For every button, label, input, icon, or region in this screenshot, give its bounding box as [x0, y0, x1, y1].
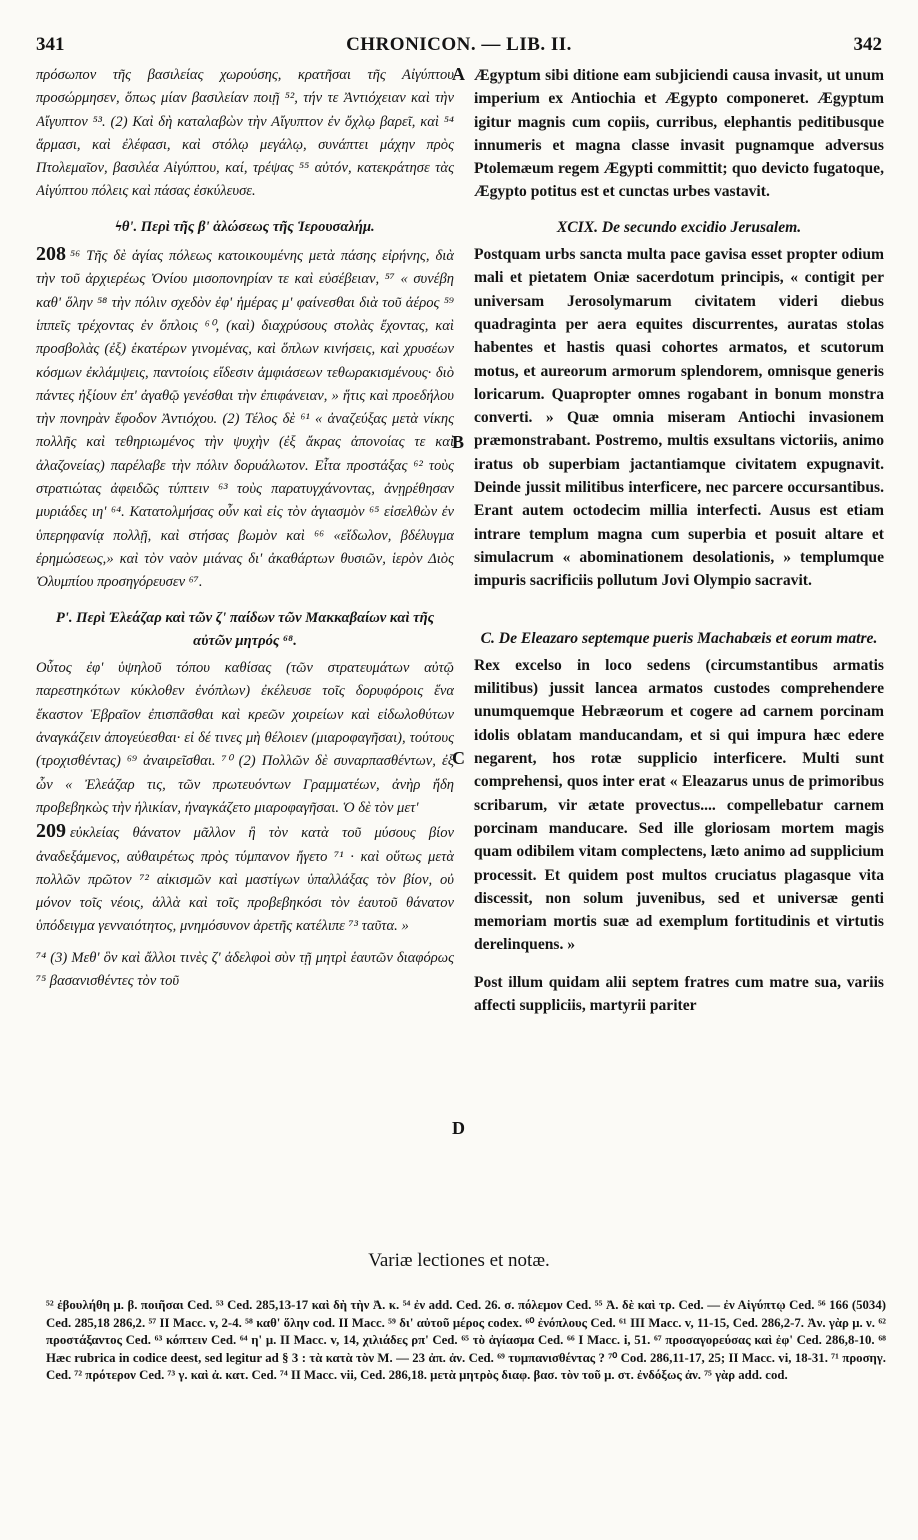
running-header: [36, 34, 882, 60]
greek-paragraph-209-text: εὐκλείας θάνατον μᾶλλον ἢ τὸν κατὰ τοῦ μύσους βίον ἀναδεξάμενος, αὐθαιρέτως πρὸς τύμπανον ἤγετο ⁷¹ · καὶ οὕτως μετὰ πολλῶν πρῶτον ⁷² αἰκισμῶν καὶ μαστίγων ὑπαλλάξας τὸν βίον, οὐ μόνον τοῖς νέοις, ἀλλὰ καὶ τοῖς προβεβηκόσι τὸν ἑαυτοῦ θάνατον ὑπόδειγμα γενναιότητος, μνημόσυνον ἀρετῆς κατέλιπε ⁷³ ταῦτα. »: [36, 825, 454, 935]
latin-column: [474, 64, 884, 1246]
margin-marker-c: C: [452, 748, 465, 768]
section-number-208: 208: [36, 243, 66, 266]
margin-marker-b: B: [452, 432, 465, 452]
margin-marker-d: D: [452, 1118, 465, 1138]
greek-heading-100: Ρ'. Περὶ Ἐλεάζαρ καὶ τῶν ζ' παίδων τῶν Μακκαβαίων καὶ τῆς αὐτῶν μητρός ⁶⁸.: [55, 609, 435, 649]
page-number-left: 341: [36, 34, 65, 55]
latin-paragraph-intro: Ægyptum sibi ditione eam subjiciendi causa invasit, ut unum imperium ex Antiochia et Ægypto componeret. Ægyptum igitur magnis cum copiis, curribus, elephantis peditibusque innumeris et magna classe invasit pugnamque adversus Ptolemæum regem Ægypti committit; quo devicto fugatoque, Ægypto potitus est et cunctas urbes vastavit.: [474, 67, 884, 201]
greek-paragraph-last: ⁷⁴ (3) Μεθ' ὃν καὶ ἄλλοι τινὲς ζ' ἀδελφοὶ σὺν τῇ μητρὶ ἑαυτῶν διαφόρως ⁷⁵ βασανισθέντες τὸν τοῦ: [36, 949, 454, 989]
margin-marker-a: A: [452, 64, 465, 84]
section-number-209: 209: [36, 820, 66, 843]
greek-column: [36, 64, 454, 1246]
greek-paragraph-208: [36, 243, 454, 594]
running-title: CHRONICON. — LIB. II.: [346, 34, 572, 55]
latin-paragraph-1: Postquam urbs sancta multa pace gavisa esset propter odium mali et pietatem Oniæ sacerdotum principis, « contigit per universam Jerosolymarum civitatem videri diebus quadraginta per aera equites discurrentes, auratas stolas habentes et hastis quasi cohortes armatos, et scutorum motus, et aureorum armorum splendorem, omnisque generis loricarum. Quapropter omnes rogabant in bonum monstra converti. » Quæ omnia miseram Antiochi invasionem præmonstrabant. Postremo, multis exsultans victoriis, animo iratus ob superbiam jactantiamque civitatem expugnavit. Deinde jussit militibus interficere, nec parcere occursantibus. Erant autem octodecim millia interfecti. Ausus est etiam intrare templum magna cum superbia et posuit altare et simulacrum « abominationem desolationis, » templumque impuris sacrificiis pollutum Jovi Olympio sacravit.: [474, 246, 884, 590]
greek-paragraph-intro: πρόσωπον τῆς βασιλείας χωρούσης, κρατῆσαι τῆς Αἰγύπτου προσώρμησεν, ὅπως μίαν βασιλείαν ποιῇ ⁵², τήν τε Ἀντιόχειαν καὶ τὴν Αἴγυπτον ⁵³. (2) Καὶ δὴ καταλαβὼν τὴν Αἴγυπτον ἐν ὄχλῳ βαρεῖ, καὶ ⁵⁴ ἅρμασι, καὶ ἐλέφασι, καὶ στόλῳ μεγάλῳ, συνάπτει μάχην πρὸς Πτολεμαῖον, βασιλέα Αἰγύπτου, καί, τρέψας ⁵⁵ αὐτόν, κατεκράτησε τὰς Αἰγύπτου πόλεις καὶ πάσας ἐσκύλευσε.: [36, 67, 454, 200]
greek-paragraph-208-text: ⁵⁶ Τῆς δὲ ἁγίας πόλεως κατοικουμένης μετὰ πάσης εἰρήνης, διὰ τὴν τοῦ ἀρχιερέως Ὀνίου μισοπονηρίαν τε καὶ εὐσέβειαν, ⁵⁷ « συνέβη καθ' ὅλην ⁵⁸ τὴν πόλιν σχεδὸν ἐφ' ἡμέρας μ' φαίνεσθαι διὰ τοῦ ἀέρος ⁵⁹ ἱππεῖς τρέχοντας ἐν ὅπλοις ⁶⁰, (καὶ) διαχρύσους στολὰς ἔχοντας, καὶ προσβολὰς (ἐξ) ἑκατέρων γινομένας, καὶ ὅπλων κινήσεις, καὶ χρυσέων κόσμων ἐκλάμψεις, παντοίοις εἴδεσιν ἀμφιάσεων τεθωρακισμένους· διὸ πάντες ἠξίουν ἐπ' ἀγαθῷ γενέσθαι τὴν ἐπιφάνειαν, » ἥτις καὶ προεδήλου τὴν πονηρὰν ἔφοδον Ἀντιόχου. (2) Τέλος δὲ ⁶¹ « ἀναζεύξας μετὰ νίκης πολλῆς καὶ τεθηριωμένος τὴν ψυχὴν (ἐξ ἄκρας ἀπονοίας τε καὶ ἀλαζονείας) παρέλαβε τὴν πόλιν δορυάλωτον. Εἶτα προστάξας ⁶² τοὺς στρατιώτας ἀφειδῶς τύπτειν ⁶³ τοὺς παρατυγχάνοντας, ἀνῃρέθησαν μυριάδες ιη' ⁶⁴. Κατατολμήσας οὖν καὶ εἰς τὸν ἁγιασμὸν ⁶⁵ εἰσελθὼν ἐν ὑπερηφανίᾳ πολλῇ, καὶ στήσας βωμὸν καὶ ⁶⁶ «εἴδωλον, βδέλυγμα ἐρημώσεως,» καὶ τὸν ναὸν μιάνας δι' ἀκαθάρτων θυσιῶν, ἱερὸν Διὸς Ὀλυμπίου προσηγόρευσεν ⁶⁷.: [36, 248, 454, 591]
greek-heading-99: ϟθ'. Περὶ τῆς β' ἁλώσεως τῆς Ἱερουσαλήμ.: [115, 218, 375, 235]
latin-heading-99: XCIX. De secundo excidio Jerusalem.: [556, 218, 802, 236]
variant-notes: ⁵² ἐβουλήθη μ. β. ποιῆσαι Ced. ⁵³ Ced. 285,13-17 καὶ δὴ τὴν Ἀ. κ. ⁵⁴ ἐν add. Ced. 26. σ. πόλεμον Ced. ⁵⁵ Ἀ. δὲ καὶ τρ. Ced. — ἐν Αἰγύπτῳ Ced. ⁵⁶ 166 (5034) Ced. 285,18 286,2. ⁵⁷ II Macc. v, 2-4. ⁵⁸ καθ' ὅλην cod. II Macc. ⁵⁹ δι' αὐτοῦ μέρος codex. ⁶⁰ ἐνόπλους Ced. ⁶¹ III Macc. v, 11-15, Ced. 286,2-7. Ἀν. γὰρ μ. ν. ⁶² προστάξαντος Ced. ⁶³ κόπτειν Ced. ⁶⁴ η' μ. II Macc. v, 14, χιλιάδες ρπ' Ced. ⁶⁵ τὸ ἁγίασμα Ced. ⁶⁶ I Macc. i, 51. ⁶⁷ προσαγορεύσας καὶ ἐφ' Ced. 286,8-10. ⁶⁸ Hæc rubrica in codice deest, sed legitur ad § 3 : τὰ κατὰ τὸν Μ. — 23 ἀπ. ἀν. Ced. ⁶⁹ τυμπανισθέντας ? ⁷⁰ Cod. 286,11-17, 25; II Macc. vi, 18-31. ⁷¹ προσηγ. Ced. ⁷² πρότερον Ced. ⁷³ γ. καὶ ἀ. κατ. Ced. ⁷⁴ II Macc. vii, Ced. 286,18. μετὰ μητρὸς διαφ. βασ. τὸν τοῦ μ. στ. ἐνδόξως ἀν. ⁷⁵ γὰρ add. cod.: [46, 1298, 886, 1382]
greek-paragraph-209: [36, 820, 454, 938]
latin-heading-100: C. De Eleazaro septemque pueris Machabæis et eorum matre.: [480, 629, 878, 647]
notes-title: Variæ lectiones et notæ.: [368, 1250, 550, 1271]
latin-paragraph-3: Post illum quidam alii septem fratres cum matre sua, variis affecti suppliciis, martyrii pariter: [474, 973, 884, 1014]
greek-paragraph-c: Οὗτος ἐφ' ὑψηλοῦ τόπου καθίσας (τῶν στρατευμάτων αὐτῷ παρεστηκότων κύκλοθεν ἐνόπλων) ἐκέλευσε τοῖς δορυφόροις ἕνα ἕκαστον Ἑβραῖον ἐπισπᾶσθαι καὶ κρεῶν χοιρείων καὶ εἰδωλοθύτων ἀναγκάζειν ἀπογεύεσθαι· εἰ δέ τινες μὴ θέλοιεν (μιαροφαγῆσαι), τούτους (τροχισθέντας) ⁶⁹ ἀναιρεῖσθαι. ⁷⁰ (2) Πολλῶν δὲ συναρπασθέντων, ἐξ ὧν « Ἐλεάζαρ τις, τῶν πρωτευόντων Γραμματέων, ἀνὴρ ἤδη προβεβηκὼς τὴν ἡλικίαν, ἠναγκάζετο μιαροφαγῆσαι. Ὁ δὲ τὸν μετ': [36, 660, 454, 816]
page-number-right: 342: [853, 34, 882, 55]
latin-paragraph-2: Rex excelso in loco sedens (circumstantibus armatis militibus) jussit lancea armatos custodes comprehendere unumquemque Hebræorum et cogere ad carnem porcinam idolis oblatam manducandam, et si qui impura hæc edere negarent, hos rotæ supplicio interficere. Multi sunt comprehensi, quos inter erat « Eleazarus unus de primoribus scribarum, vir ætate provectus.... compellebatur carnem porcinam manducare. Sed ille gloriosam mortem magis quam odibilem vitam complectens, læto animo ad supplicium processit. Et quidem post multos cruciatus plagasque vita discessit, non solum juvenibus, sed et universæ genti memoriam mortis suæ ad exemplum fortitudinis et virtutis derelinquens. »: [474, 656, 884, 954]
